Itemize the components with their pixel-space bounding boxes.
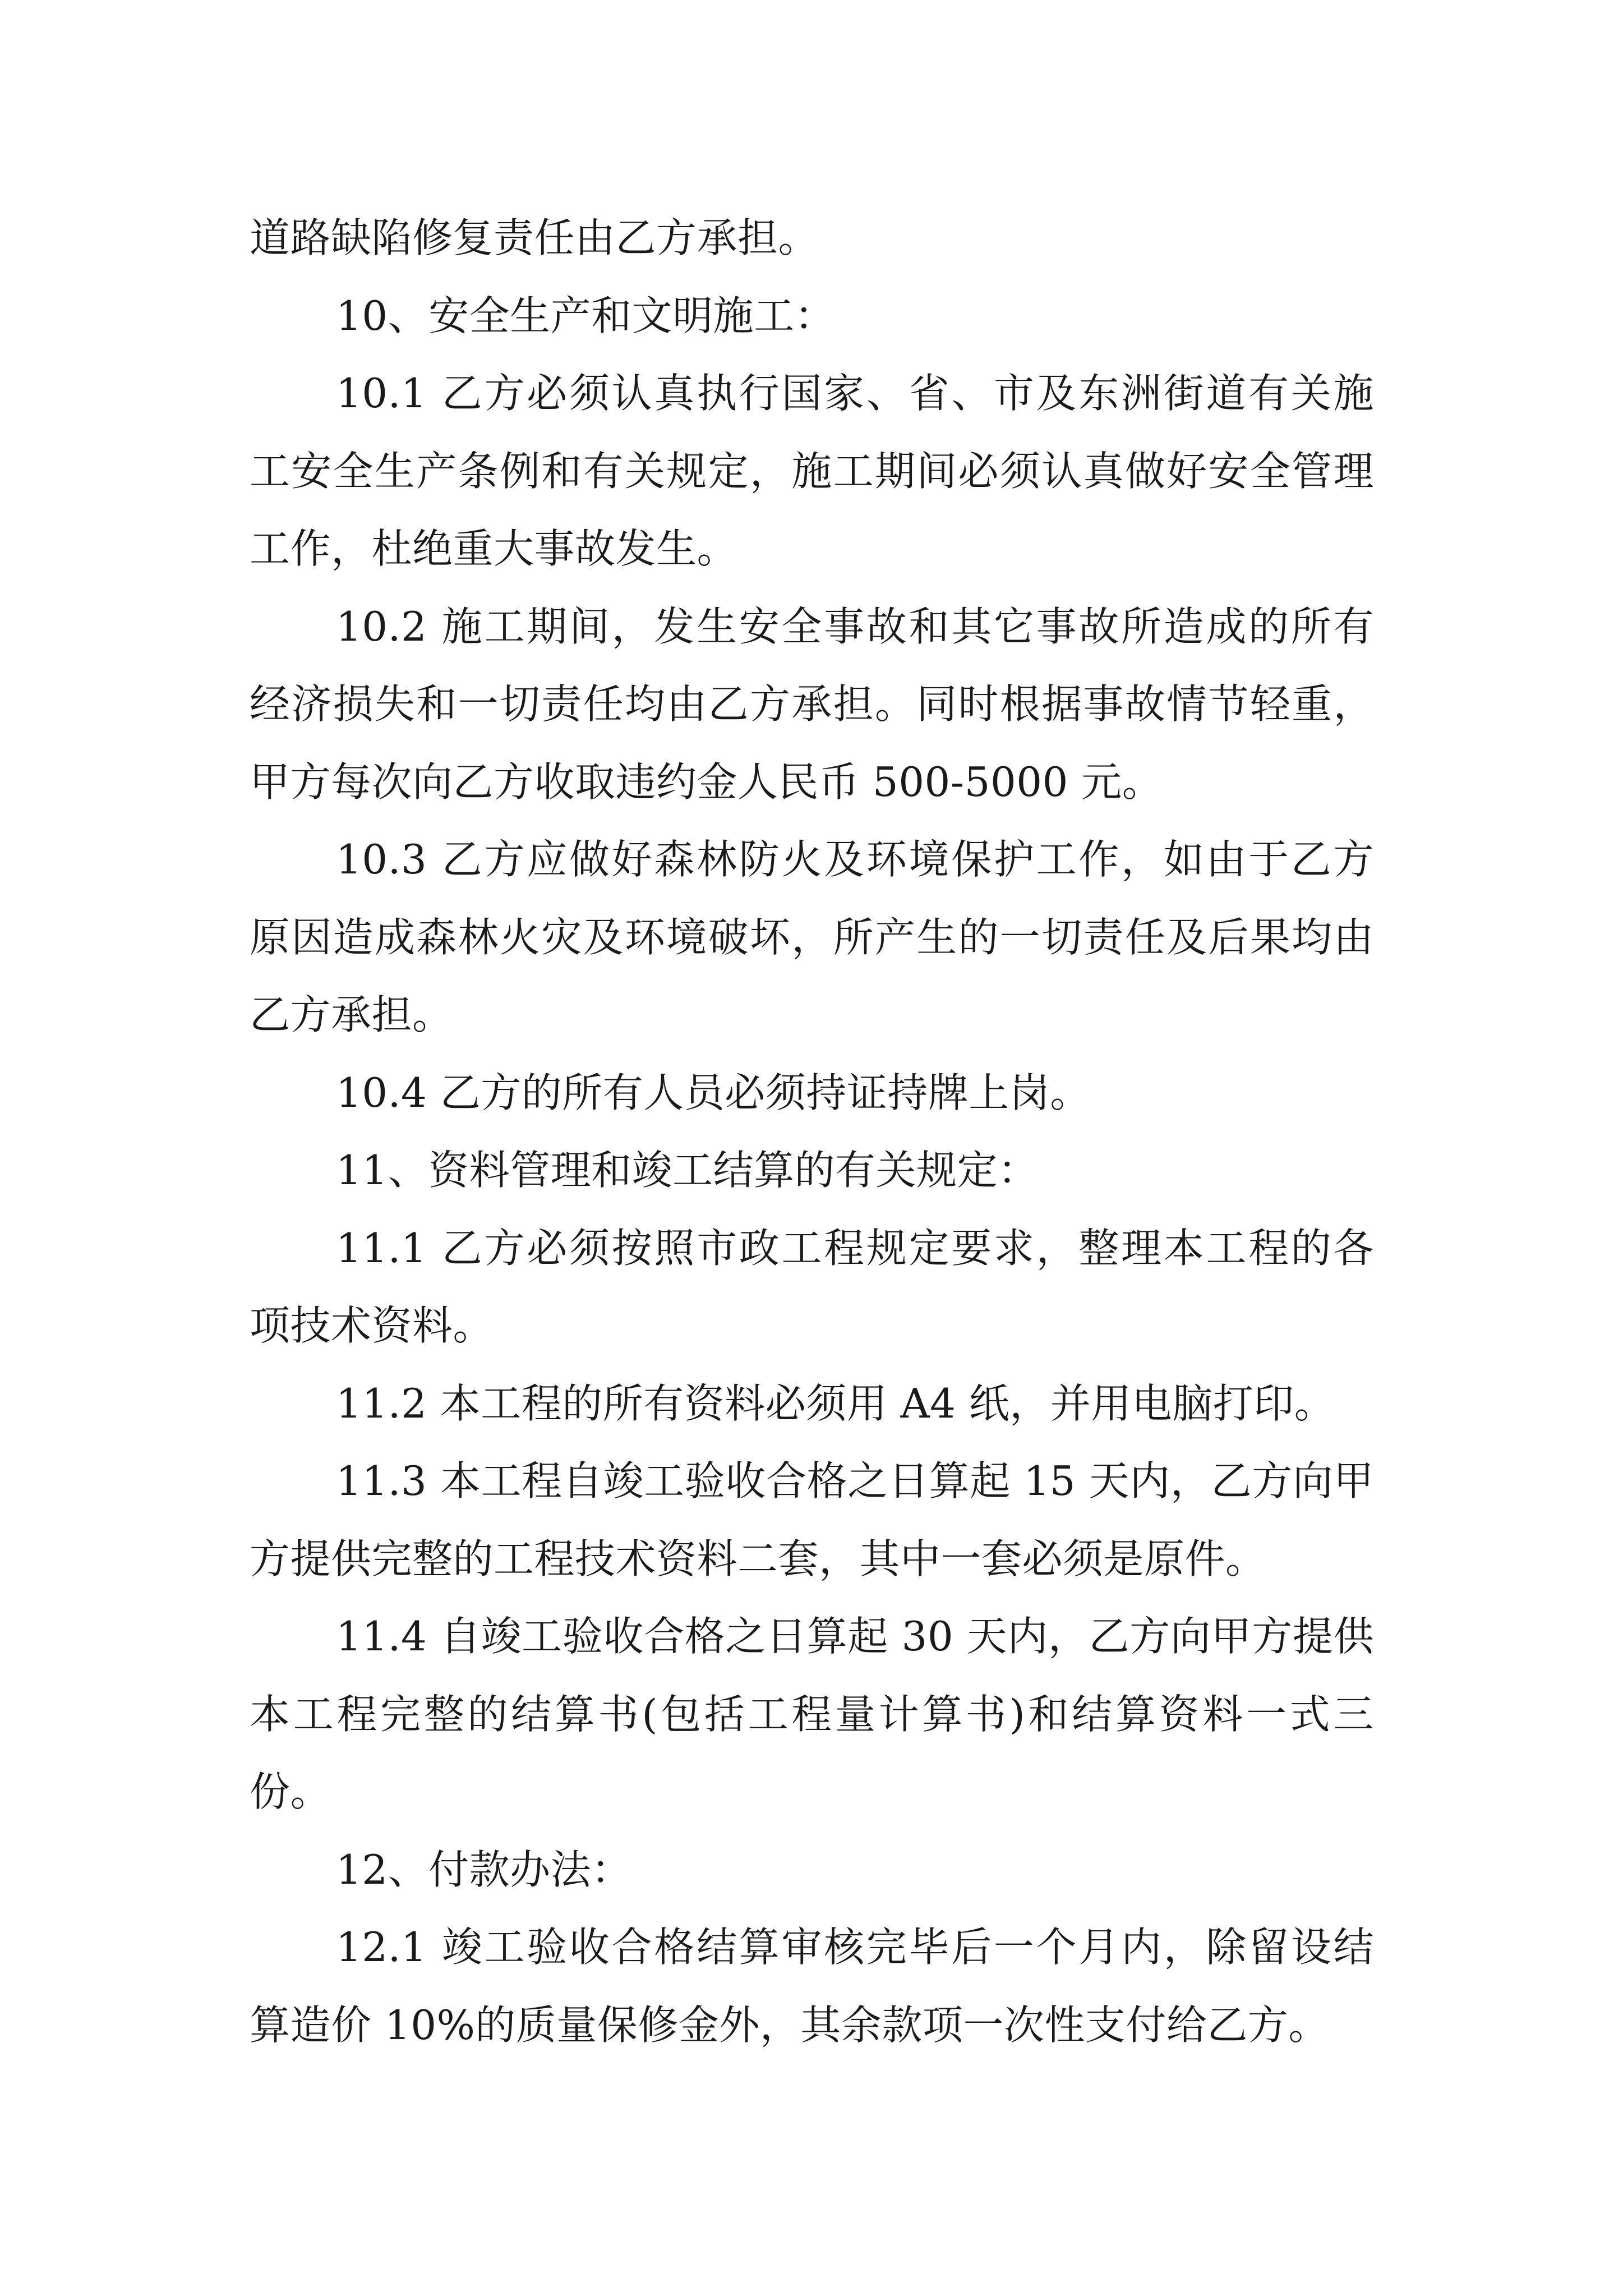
section-heading-11: 11、资料管理和竣工结算的有关规定： (336, 1147, 1039, 1194)
clause-12-1: 12.1 竣工验收合格结算审核完毕后一个月内，除留设结算造价 10%的质量保修金外，其余款项一次性支付给乙方。 (250, 1924, 1374, 2049)
section-heading-12: 12、付款办法： (336, 1846, 632, 1893)
clause-10-1: 10.1 乙方必须认真执行国家、省、市及东洲街道有关施工安全生产条例和有关规定，施工期间必须认真做好安全管理工作，杜绝重大事故发生。 (250, 370, 1374, 572)
clause-10-3: 10.3 乙方应做好森林防火及环境保护工作，如由于乙方原因造成森林火灾及环境破坏，所产生的一切责任及后果均由乙方承担。 (250, 836, 1374, 1038)
clause-11-3: 11.3 本工程自竣工验收合格之日算起 15 天内，乙方向甲方提供完整的工程技术资料二套，其中一套必须是原件。 (250, 1457, 1374, 1582)
section-heading-10: 10、安全生产和文明施工： (336, 292, 836, 339)
clause-11-4: 11.4 自竣工验收合格之日算起 30 天内，乙方向甲方提供本工程完整的结算书(包括工程量计算书)和结算资料一式三份。 (250, 1613, 1374, 1815)
clause-10-2: 10.2 施工期间，发生安全事故和其它事故所造成的所有经济损失和一切责任均由乙方承担。同时根据事故情节轻重，甲方每次向乙方收取违约金人民币 500-5000 元。 (250, 602, 1374, 806)
clause-11-1: 11.1 乙方必须按照市政工程规定要求，整理本工程的各项技术资料。 (250, 1224, 1374, 1349)
document-body (250, 199, 1374, 2064)
paragraph-road-defect: 道路缺陷修复责任由乙方承担。 (250, 214, 819, 261)
clause-11-2: 11.2 本工程的所有资料必须用 A4 纸，并用电脑打印。 (336, 1379, 1335, 1427)
clause-10-4: 10.4 乙方的所有人员必须持证持牌上岗。 (336, 1069, 1091, 1116)
